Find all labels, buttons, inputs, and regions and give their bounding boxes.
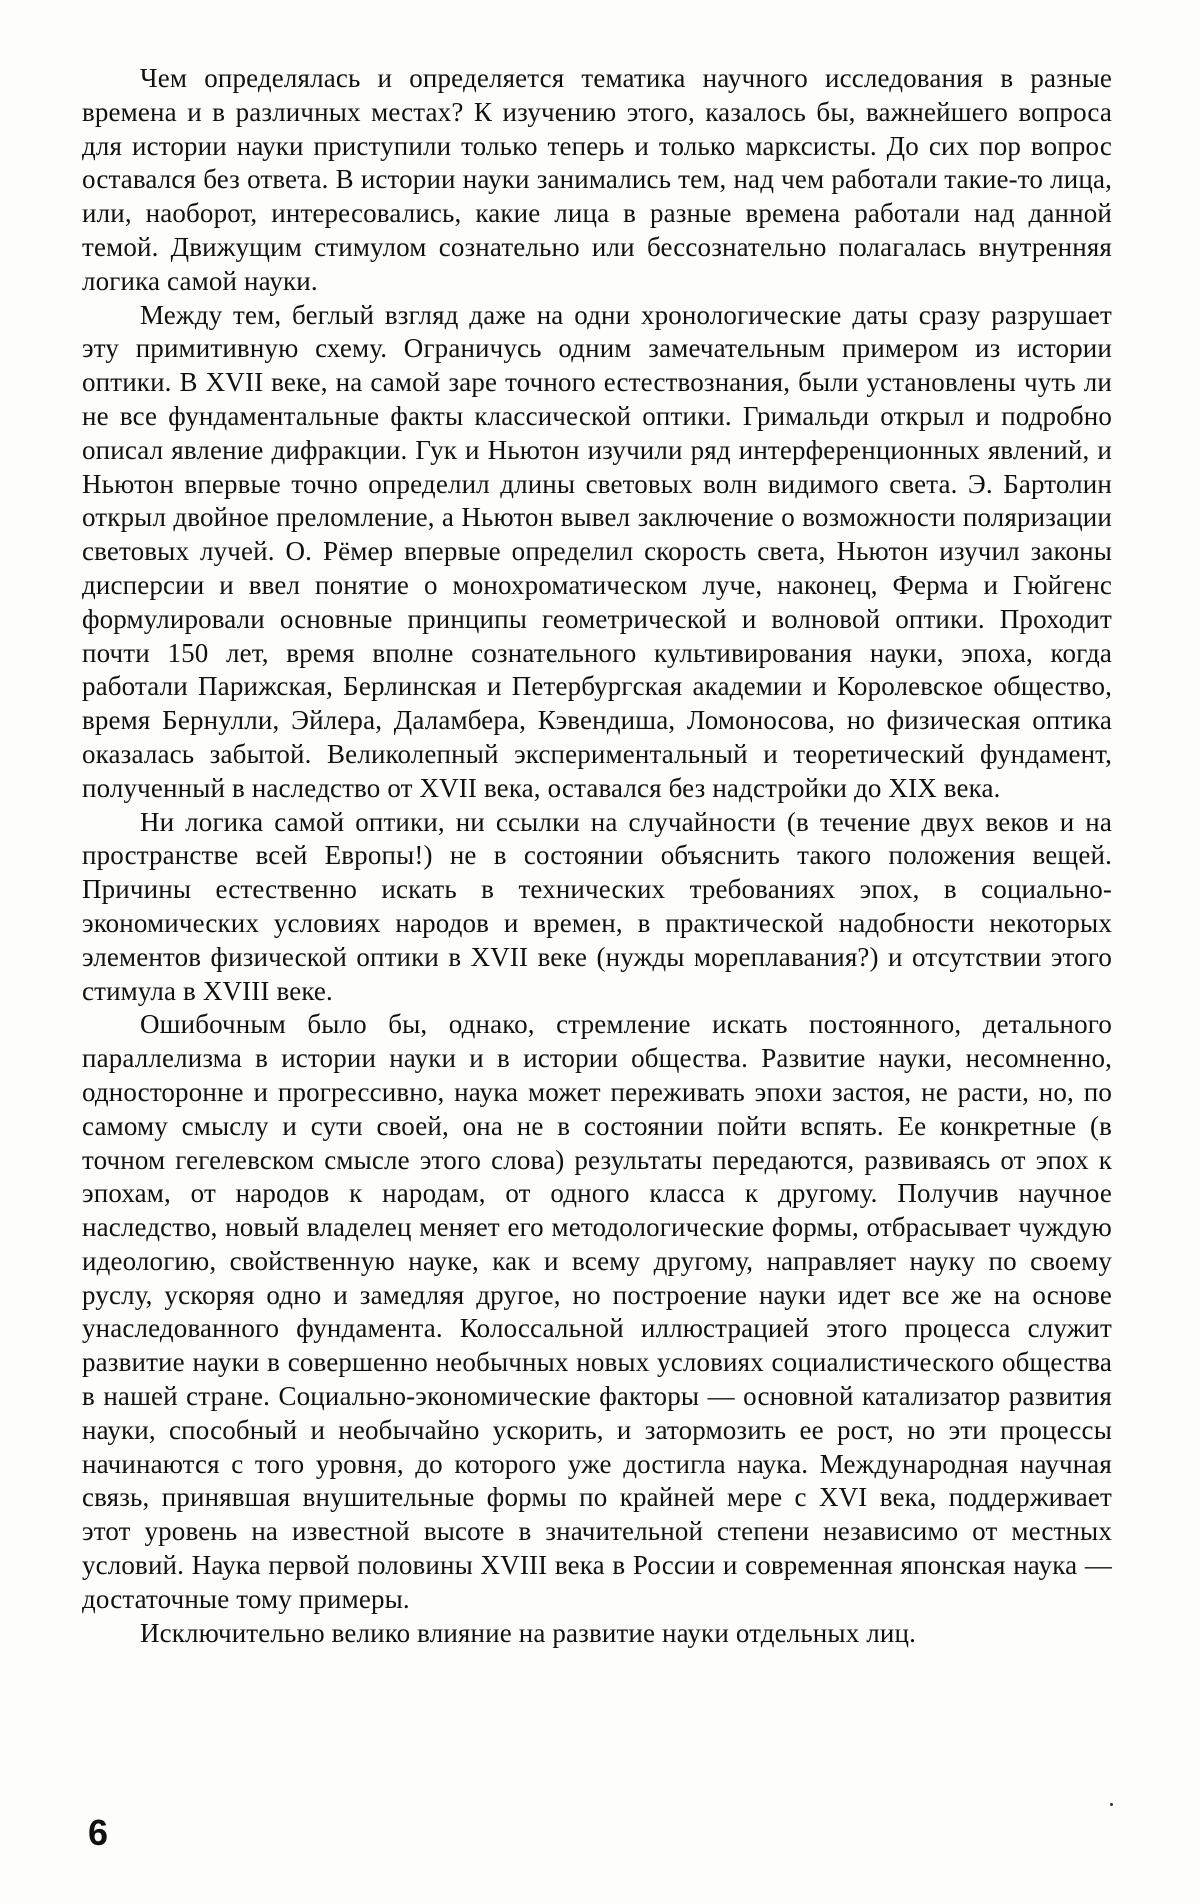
paragraph-5: Исключительно велико влияние на развитие науки отдельных лиц. — [140, 1617, 916, 1648]
print-speck — [1110, 1803, 1113, 1806]
paragraph-2: Между тем, беглый взгляд даже на одни хронологические даты сразу разрушает эту примитивную схему. Ограничусь одним замечательным примером из истории оптики. В XVII веке, на самой заре точного естествознания, были установлены чуть ли не все фундаментальные факты классической оптики. Гримальди открыл и подробно описал явление дифракции. Гук и Ньютон изучили ряд интерференционных явлений, и Ньютон впервые точно определил длины световых волн видимого света. Э. Бартолин открыл двойное преломление, а Ньютон вывел заключение о возможности поляризации световых лучей. О. Рёмер впервые определил скорость света, Ньютон изучил законы дисперсии и ввел понятие о монохроматическом луче, наконец, Ферма и Гюйгенс формулировали основные принципы геометрической и волновой оптики. Проходит почти 150 лет, время вполне сознательного культивирования науки, эпоха, когда работали Парижская, Берлинская и Петербургская академии и Королевское общество, время Бернулли, Эйлера, Даламбера, Кэвендиша, Ломоносова, но физическая оптика оказалась забытой. Великолепный экспериментальный и теоретический фундамент, полученный в наследство от XVII века, оставался без надстройки до XIX века. — [82, 299, 1112, 803]
paragraph-4: Ошибочным было бы, однако, стремление искать постоянного, детального параллелизма в истории науки и в истории общества. Развитие науки, несомненно, односторонне и прогрессивно, наука может переживать эпохи застоя, не расти, но, по самому смыслу и сути своей, она не в состоянии пойти вспять. Ее конкретные (в точном гегелевском смысле этого слова) результаты передаются, развиваясь от эпох к эпохам, от народов к народам, от одного класса к другому. Получив научное наследство, новый владелец меняет его методологические формы, отбрасывает чуждую идеологию, свойственную науке, как и всему другому, направляет науку по своему руслу, ускоряя одно и замедляя другое, но построение науки идет все же на основе унаследованного фундамента. Колоссальной иллюстрацией этого процесса служит развитие науки в совершенно необычных новых условиях социалистического общества в нашей стране. Социально-экономические факторы — основной катализатор развития науки, способный и необычайно ускорить, и затормозить ее рост, но эти процессы начинаются с того уровня, до которого уже достигла наука. Международная научная связь, принявшая внушительные формы по крайней мере с XVI века, поддерживает этот уровень на известной высоте в значительной степени независимо от местных условий. Наука первой половины XVIII века в России и современная японская наука — достаточные тому примеры. — [82, 1009, 1112, 1614]
body-text — [82, 62, 1112, 1650]
paragraph-3: Ни логика самой оптики, ни ссылки на случайности (в течение двух веков и на пространстве всей Европы!) не в состоянии объяснить такого положения вещей. Причины естественно искать в технических требованиях эпох, в социально-экономических условиях народов и времен, в практической надобности некоторых элементов физической оптики в XVII веке (нужды мореплавания?) и отсутствии этого стимула в XVIII веке. — [82, 806, 1112, 1006]
page-number: 6 — [88, 1812, 109, 1853]
paragraph-1: Чем определялась и определяется тематика научного исследования в разные времена и в различных местах? К изучению этого, казалось бы, важнейшего вопроса для истории науки приступили только теперь и только марксисты. До сих пор вопрос оставался без ответа. В истории науки занимались тем, над чем работали такие-то лица, или, наоборот, интересовались, какие лица в разные времена работали над данной темой. Движущим стимулом сознательно или бессознательно полагалась внутренняя логика самой науки. — [82, 63, 1112, 296]
